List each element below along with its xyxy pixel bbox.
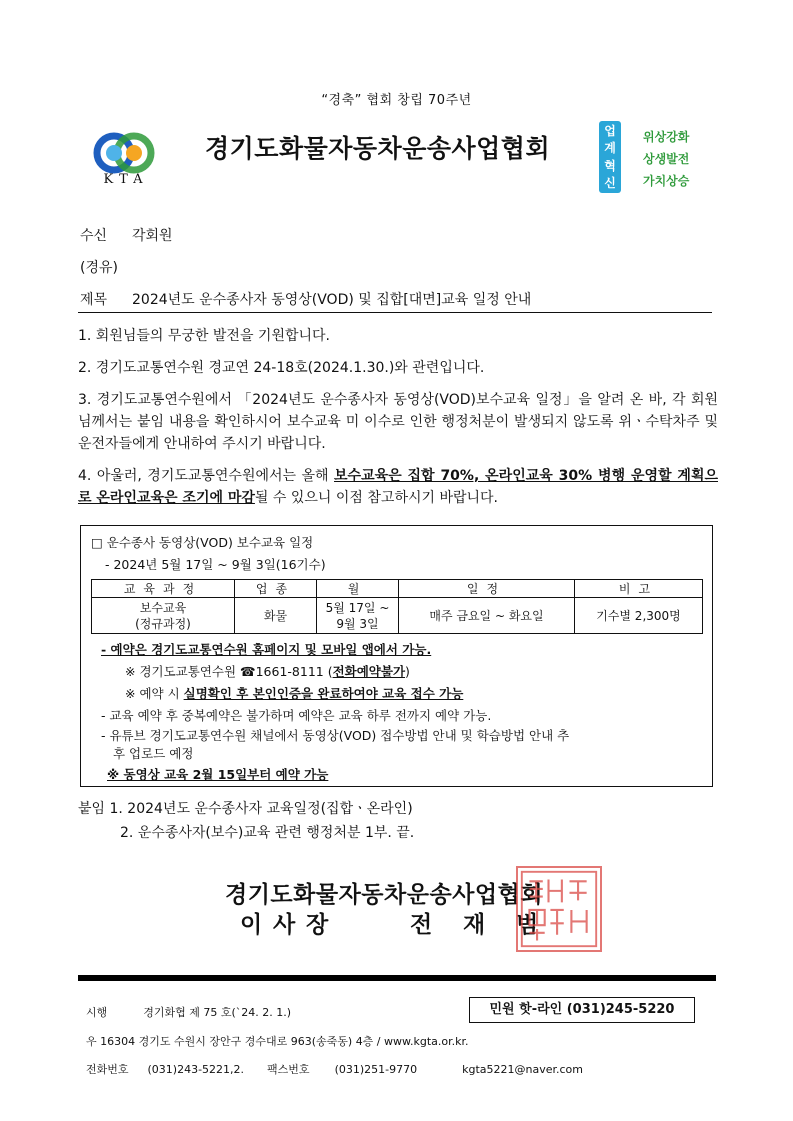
paragraph-2: 2. 경기도교통연수원 경교연 24-18호(2024.1.30.)와 관련입니다. <box>78 360 485 376</box>
recipient-line <box>80 225 173 245</box>
column-header: 업종 <box>235 580 317 598</box>
logo-text: KTA <box>103 172 149 187</box>
attachment-1: 붙임 1. 2024년도 운수종사자 교육일정(집합ㆍ온라인) <box>78 801 413 817</box>
subject-value: 2024년도 운수종사자 동영상(VOD) 및 집합[대면]교육 일정 안내 <box>132 292 532 308</box>
fax-label: 팩스번호 <box>267 1063 310 1076</box>
phone-value: (031)243-5221,2. <box>147 1063 245 1076</box>
send-value: 경기화협 제 75 호(`24. 2. 1.) <box>143 1006 292 1019</box>
address-line: 우 16304 경기도 수원시 장안구 경수대로 963(송죽동) 4층 / www.kgta.or.kr. <box>86 1035 469 1048</box>
table-row <box>92 598 703 634</box>
cell-course: 보수교육 (정규과정) <box>92 598 235 634</box>
motto-item: 위상강화 <box>643 130 690 144</box>
fax-value: (031)251-9770 <box>334 1063 418 1076</box>
note-reservation: - 예약은 경기도교통연수원 홈페이지 및 모바일 앱에서 가능. <box>101 642 432 657</box>
note-youtube: - 유튜브 경기도교통연수원 채널에서 동영상(VOD) 접수방법 안내 및 학습방법 안내 추 <box>101 728 570 743</box>
signature-char: 사 <box>273 912 296 938</box>
signature-char: 범 <box>516 912 539 938</box>
official-seal-icon <box>516 866 602 952</box>
paragraph-4-end: 될 수 있으니 이점 참고하시기 바랍니다. <box>254 490 499 506</box>
note-reservation-start: ※ 동영상 교육 2월 15일부터 예약 가능 <box>107 767 329 782</box>
note-phone: ※ 경기도교통연수원 ☎1661-8111 (전화예약불가) <box>125 664 410 679</box>
send-line <box>86 1004 291 1020</box>
motto-item: 가치상승 <box>643 174 690 188</box>
paragraph-3: 3. 경기도교통연수원에서 「2024년도 운수종사자 동영상(VOD)보수교육 일정」을 알려 온 바, 각 회원님께서는 붙임 내용을 확인하시어 보수교육 미 이수로 인한 행정처분이 발생되지 않도록 위ㆍ수탁차주 및 운전자들에게 안내하여 주시기 바랍니다. <box>78 392 718 452</box>
cell-schedule: 매주 금요일 ~ 화요일 <box>399 598 575 634</box>
footer-divider <box>78 975 716 981</box>
cell-note: 기수별 2,300명 <box>575 598 703 634</box>
badge-char: 신 <box>604 175 616 190</box>
innovation-vertical-badge <box>599 121 621 193</box>
signature-char: 장 <box>306 912 329 938</box>
via-line: (경유) <box>80 260 118 276</box>
organization-title: 경기도화물자동차운송사업협회 <box>205 134 551 163</box>
note-identity: ※ 예약 시 실명확인 후 본인인증을 완료하여야 교육 접수 가능 <box>125 686 464 701</box>
column-header: 비고 <box>575 580 703 598</box>
subject-divider <box>78 312 712 313</box>
paragraph-4-start: 4. 아울러, 경기도교통연수원에서는 올해 <box>78 468 335 484</box>
badge-char: 계 <box>604 141 616 156</box>
subject-line <box>80 289 531 309</box>
signature-char: 재 <box>463 912 486 938</box>
paragraph-4-emphasis: 보수교육은 집합 70%, 온라인교육 30% 병행 운영할 계획으로 온라인교육은 조기에 마감 <box>78 468 718 506</box>
phone-label: 전화번호 <box>86 1063 129 1076</box>
signature-char: 전 <box>410 912 433 938</box>
schedule-box <box>80 525 713 787</box>
recipient-value: 각회원 <box>132 228 173 244</box>
schedule-period: - 2024년 5월 17일 ~ 9월 3일(16기수) <box>105 557 326 572</box>
hotline-box: 민원 핫-라인 (031)245-5220 <box>469 997 695 1023</box>
note-duplicate: - 교육 예약 후 중복예약은 불가하며 예약은 교육 하루 전까지 예약 가능. <box>101 708 492 723</box>
signature-char: 이 <box>240 912 263 938</box>
cell-month: 5월 17일 ~ 9월 3일 <box>317 598 399 634</box>
slogan: “경축” 협회 창립 70주년 <box>321 93 472 108</box>
recipient-label: 수신 <box>80 228 108 244</box>
schedule-title: □ 운수종사 동영상(VOD) 보수교육 일정 <box>91 535 314 550</box>
subject-label: 제목 <box>80 292 108 308</box>
badge-char: 업 <box>604 124 616 139</box>
motto-item: 상생발전 <box>643 152 690 166</box>
paragraph-1: 1. 회원님들의 무궁한 발전을 기원합니다. <box>78 328 330 344</box>
motto-list <box>643 126 689 192</box>
email-value[interactable]: kgta5221@naver.com <box>462 1063 584 1076</box>
attachment-2: 2. 운수종사자(보수)교육 관련 행정처분 1부. 끝. <box>120 825 415 841</box>
note-youtube-cont: 후 업로드 예정 <box>113 746 194 761</box>
badge-char: 혁 <box>604 158 616 173</box>
cell-industry: 화물 <box>235 598 317 634</box>
column-header: 일정 <box>399 580 575 598</box>
contact-line <box>86 1061 583 1077</box>
paragraph-4 <box>78 465 718 509</box>
schedule-table <box>91 579 703 634</box>
table-header-row <box>92 580 703 598</box>
column-header: 월 <box>317 580 399 598</box>
column-header: 교육과정 <box>92 580 235 598</box>
send-label: 시행 <box>86 1006 108 1019</box>
signature-organization: 경기도화물자동차운송사업협회 <box>225 882 544 908</box>
